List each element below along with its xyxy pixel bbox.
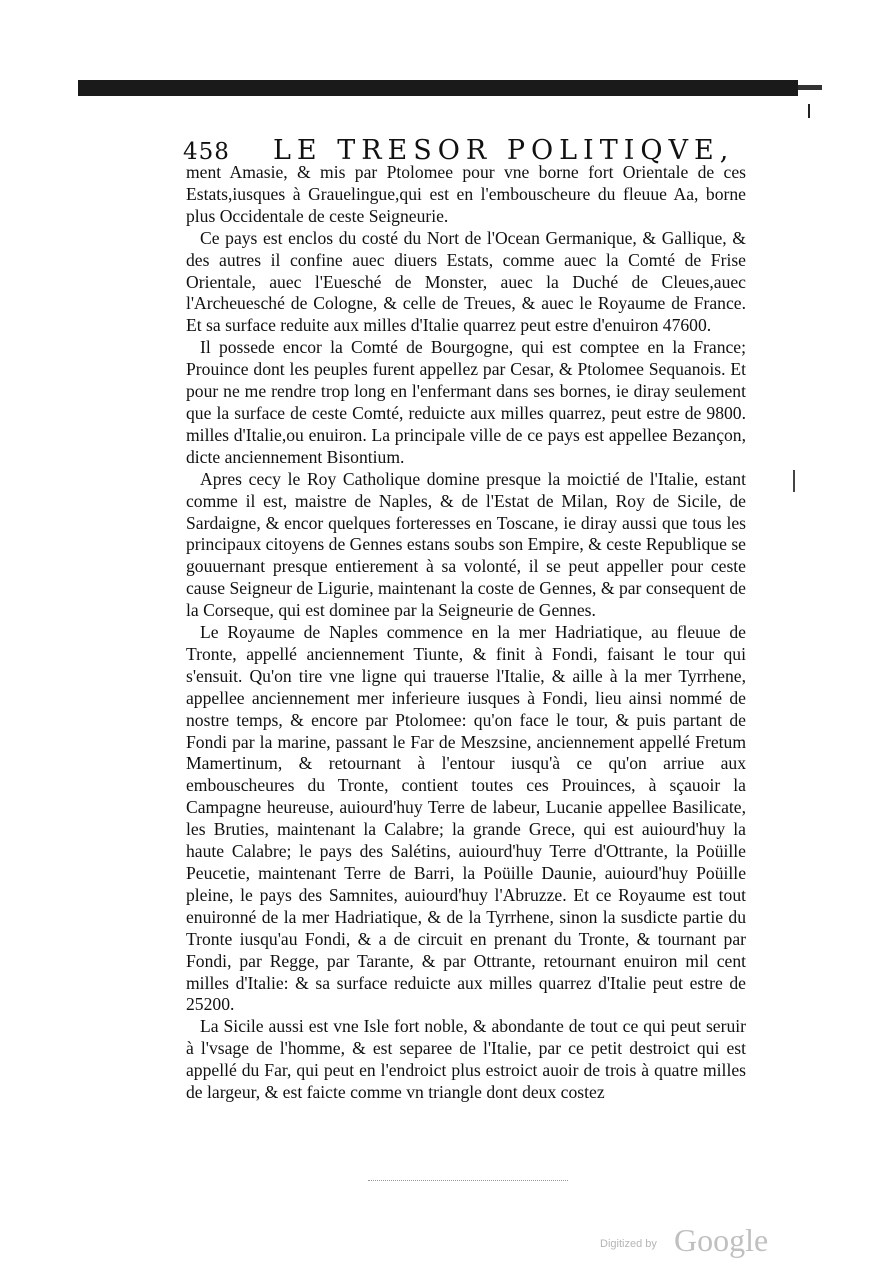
scan-edge-bar (78, 80, 798, 96)
paragraph: Il possede encor la Comté de Bourgogne, qui est comptee en la France; Prouince dont les peuples furent appellez par Cesar, & Ptolomee Sequanois. Et pour ne me rendre trop long en l'enfermant dans ses bornes, ie diray seulement que la surface de ceste Comté, reduicte aux milles quarrez, peut estre de 9800. milles d'Italie,ou enuiron. La principale ville de ce pays est appellee Bezançon, dicte anciennement Bisontium. (186, 337, 746, 467)
footer-dots (368, 1180, 568, 1185)
paragraph: Apres cecy le Roy Catholique domine presque la moictié de l'Italie, estant comme il est, maistre de Naples, & de l'Estat de Milan, Roy de Sicile, de Sardaigne, & encor quelques forteresses en Toscane, ie diray aussi que tous les principaux citoyens de Gennes estans soubs son Empire, & ceste Republique se gouuernant presque entierement à sa volonté, il se peut appeller pour ceste cause Seigneur de Ligurie, maintenant la coste de Gennes, & par consequent de la Corseque, qui est dominee par la Seigneurie de Gennes. (186, 468, 746, 621)
digitized-by-google-watermark (600, 1222, 800, 1262)
scan-edge-bar-tail (798, 85, 822, 90)
running-title: LE TRESOR POLITIQVE, (273, 135, 735, 166)
paragraph: La Sicile aussi est vne Isle fort noble, & abondante de tout ce qui peut seruir à l'vsage de l'homme, & est separee de l'Italie, par ce petit destroict qui est appellé du Far, qui peut en l'endroict plus estroict auoir de trois à quatre milles de largeur, & est faicte comme vn triangle dont deux costez (186, 1016, 746, 1103)
paragraph: Ce pays est enclos du costé du Nort de l'Ocean Germanique, & Gallique, & des autres il confine auec diuers Estats, comme auec la Comté de Frise Orientale, auec l'Euesché de Monster, auec la Duché de Cleues,auec l'Archeuesché de Cologne, & celle de Treues, & auec le Royaume de France. Et sa surface reduite aux milles d'Italie quarrez peut estre d'enuiron 47600. (186, 227, 746, 336)
google-logo: Google (674, 1222, 769, 1258)
paragraph: Le Royaume de Naples commence en la mer Hadriatique, au fleuue de Tronte, appellé anciennement Tiunte, & finit à Fondi, faisant le tour qui s'ensuit. Qu'on tire vne ligne qui trauerse l'Italie, & aille à la mer Tyrrhene, appellee anciennement mer inferieure iusques à Fondi, lieu ainsi nommé de nostre temps, & encore par Ptolomee: qu'on face le tour, & puis partant de Fondi par la marine, passant le Far de Meszsine, anciennement appellé Fretum Mamertinum, & retournant à l'entour iusqu'à ce qu'on arriue aux embouscheures du Tronte, contient toutes ces Prouinces, à sçauoir la Campagne heureuse, auiourd'huy Terre de labeur, Lucanie appellee Basilicate, les Bruties, maintenant la Calabre; la grande Grece, qui est auiourd'huy la haute Calabre; le pays des Salétins, auiourd'huy Terre d'Ottrante, la Poüille Peucetie, maintenant Terre de Barri, la Poüille Daunie, auiourd'huy Poüille pleine, le pays des Samnites, auiourd'huy l'Abruzze. Et ce Royaume est tout enuironné de la mer Hadriatique, & de la Tyrrhene, sinon la susdicte partie du Tronte iusqu'au Fondi, & a de circuit en prenant du Tronte, & tournant par Fondi, par Regge, par Tarante, & par Ottrante, retournant enuiron mil cent milles d'Italie: & sa surface reduicte aux milles quarrez d'Italie peut estre de 25200. (186, 622, 746, 1015)
paragraph: ment Amasie, & mis par Ptolomee pour vne borne fort Orientale de ces Estats,iusques à Grauelingue,qui est en l'embouscheure du fleuue Aa, borne plus Occidentale de ceste Seigneurie. (186, 162, 746, 226)
body-text (186, 162, 746, 1104)
scan-edge-mark (793, 470, 795, 492)
scan-edge-mark (808, 104, 810, 118)
page-number: 458 (183, 139, 230, 165)
digitized-by-label: Digitized by (600, 1238, 657, 1250)
